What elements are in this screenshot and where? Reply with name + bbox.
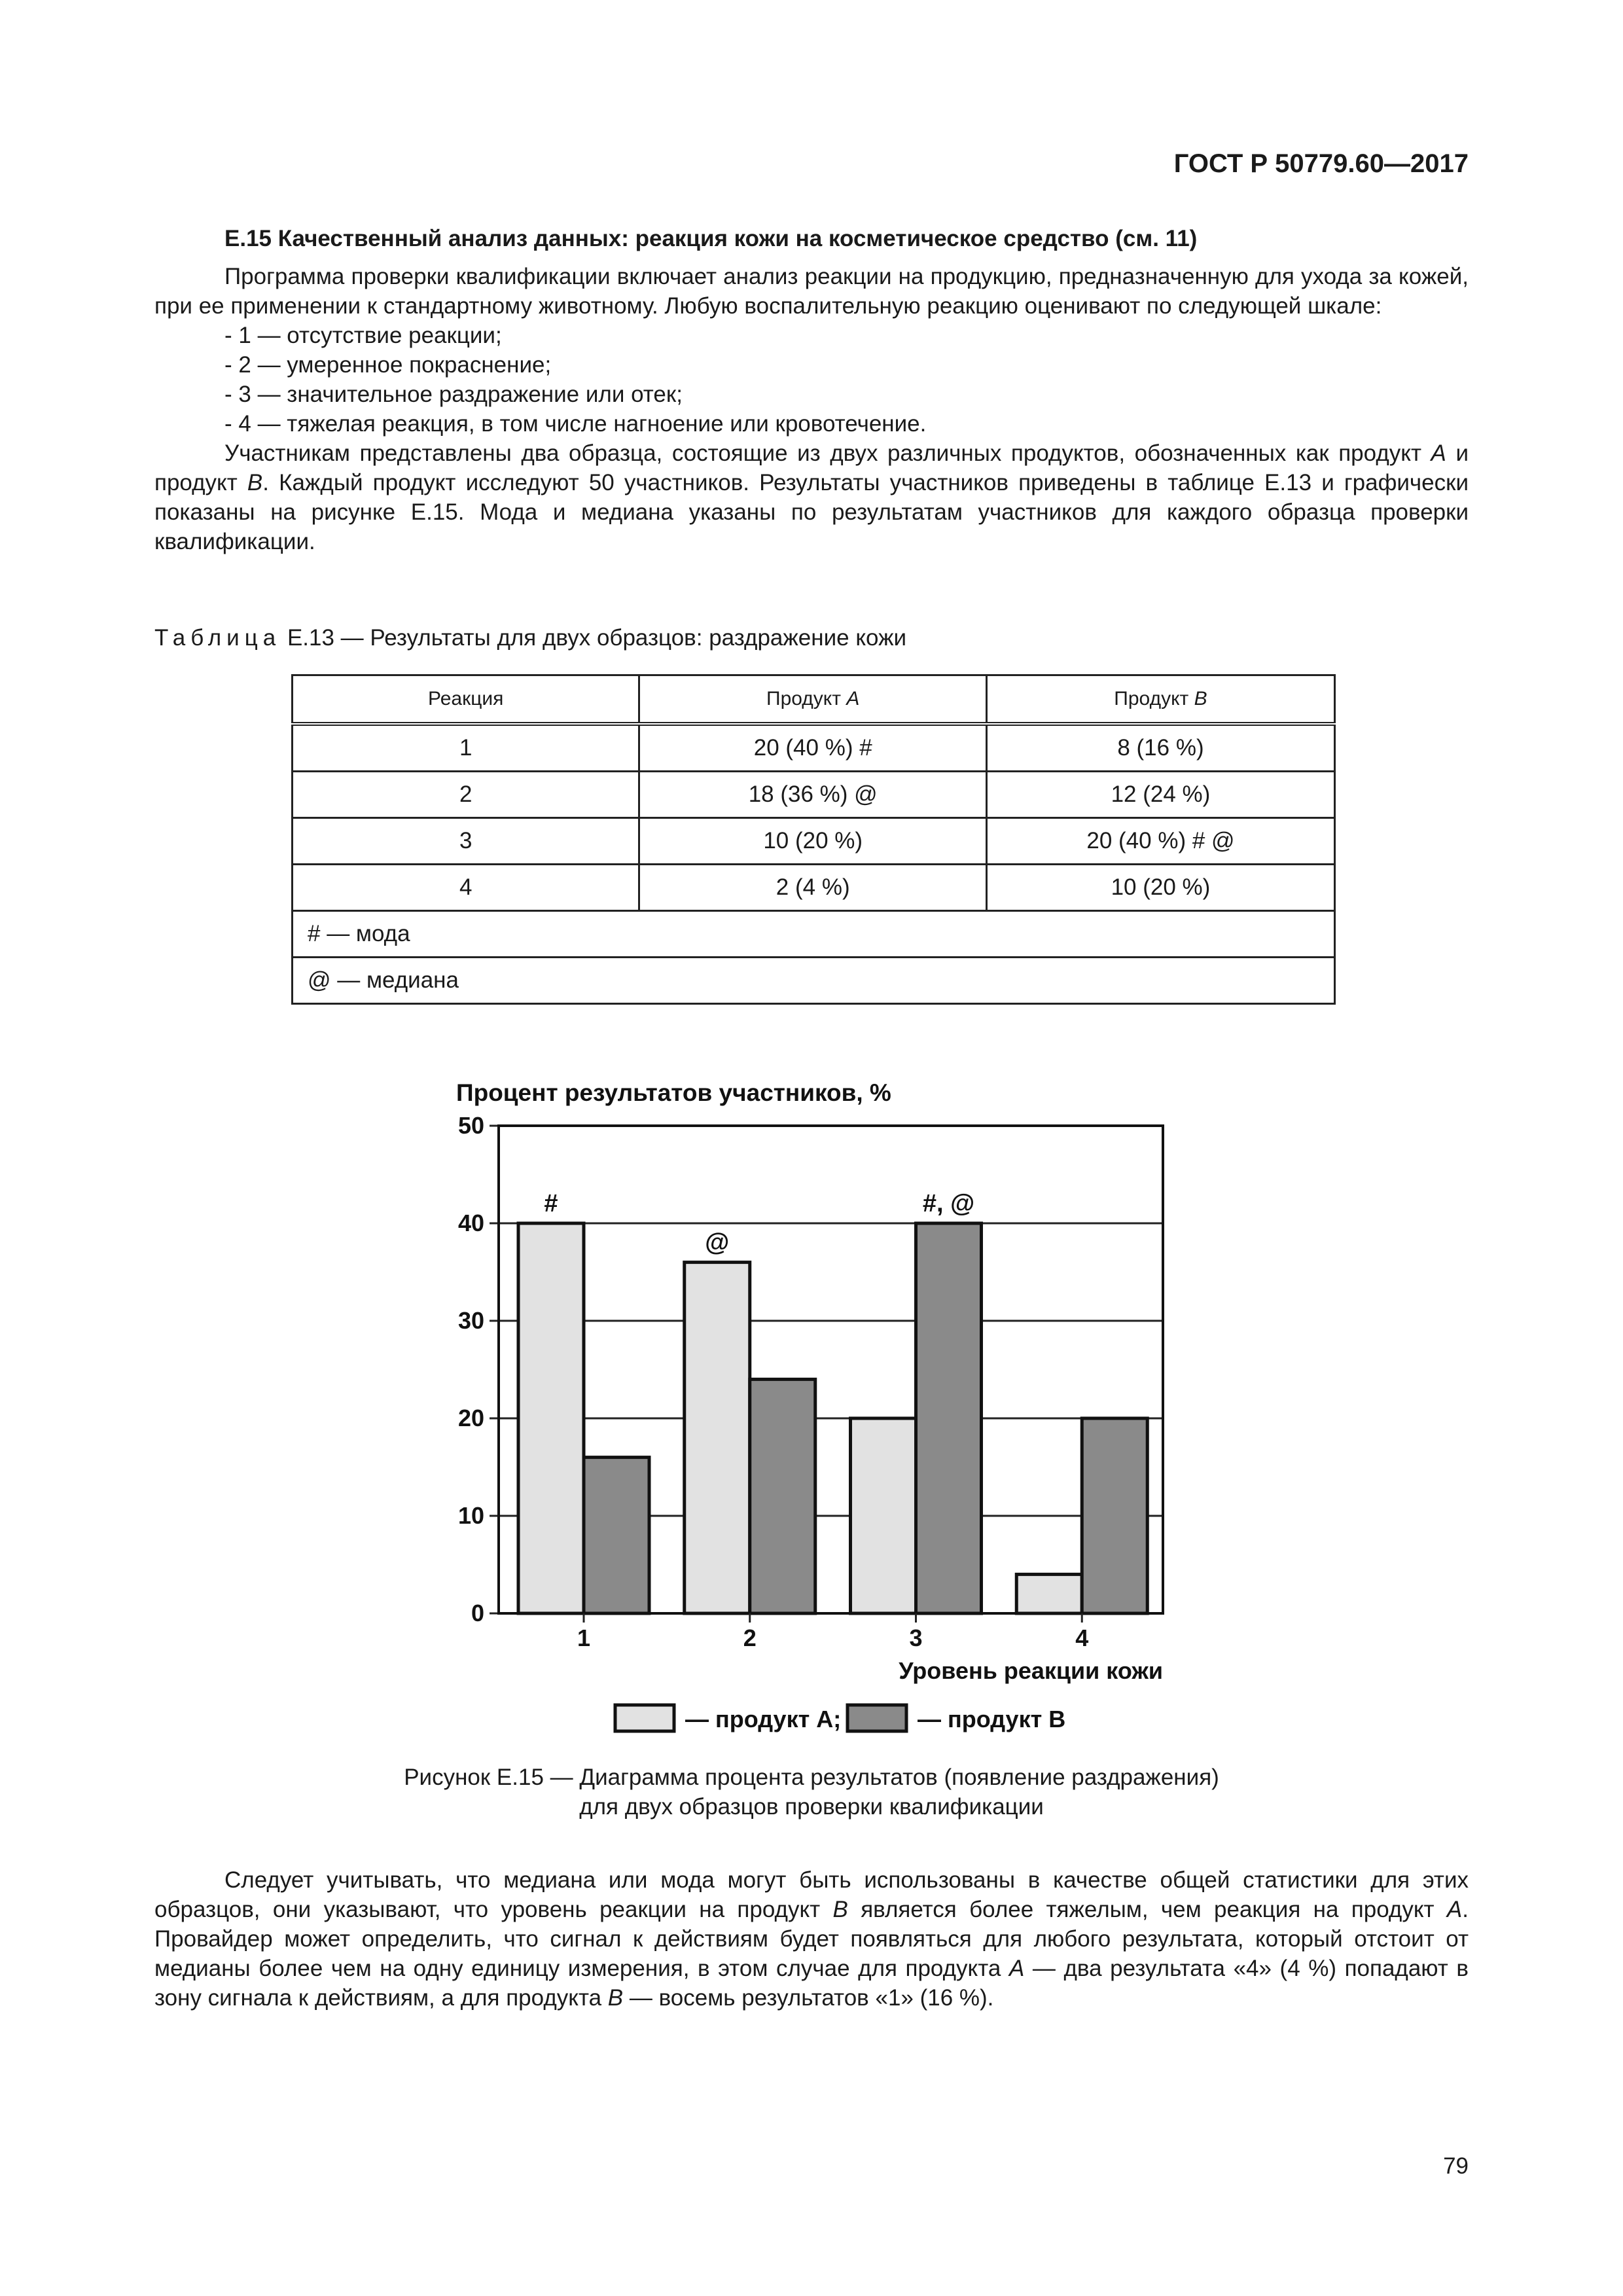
cell-product-a: 2 (4 %) <box>639 865 986 911</box>
legend-label-product-b: — продукт В <box>918 1706 1066 1732</box>
cell-product-b: 20 (40 %) # @ <box>986 818 1334 865</box>
table-header-row <box>293 675 1335 725</box>
cell-reaction: 3 <box>293 818 639 865</box>
note-median: @ — медиана <box>293 958 1335 1004</box>
table-note-row <box>293 911 1335 958</box>
cell-product-a: 20 (40 %) # <box>639 724 986 772</box>
bar-annotation: # <box>544 1190 558 1217</box>
cell-reaction: 4 <box>293 865 639 911</box>
y-tick-label: 50 <box>457 1112 484 1139</box>
table-note-row <box>293 958 1335 1004</box>
cell-product-b: 10 (20 %) <box>986 865 1334 911</box>
x-tick-label: 3 <box>909 1624 923 1651</box>
table-row <box>293 772 1335 818</box>
table-row <box>293 865 1335 911</box>
closing-paragraph: Следует учитывать, что медиана или мода могут быть использованы в качестве общей статистики для этих образцов, они указывают, что уровень реакции на продукт В является более тяжелым, чем реакция на продукт А. Провайдер может определить, что сигнал к действиям будет появляться для любого результата, который отстоит от медианы более чем на одну единицу измерения, в этом случае для продукта А — два результата «4» (4 %) попадают в зону сигнала к действиям, а для продукта В — восемь результатов «1» (16 %). <box>154 1867 1469 2011</box>
table-row <box>293 724 1335 772</box>
bar-chart <box>0 1073 1623 1754</box>
header-reaction: Реакция <box>293 675 639 725</box>
bar-annotation: #, @ <box>922 1190 975 1217</box>
x-axis-label: Уровень реакции кожи <box>899 1657 1163 1684</box>
cell-reaction: 1 <box>293 724 639 772</box>
document-header: ГОСТ Р 50779.60—2017 <box>1173 149 1469 178</box>
y-tick-label: 20 <box>457 1405 484 1431</box>
y-tick-label: 30 <box>457 1307 484 1334</box>
legend-swatch-product-a <box>615 1705 674 1731</box>
cell-product-b: 12 (24 %) <box>986 772 1334 818</box>
bar-product-b-1 <box>584 1458 649 1613</box>
scale-item-2: - 2 — умеренное покраснение; <box>224 352 552 378</box>
y-tick-label: 0 <box>471 1600 484 1626</box>
y-tick-label: 40 <box>457 1210 484 1236</box>
cell-product-a: 18 (36 %) @ <box>639 772 986 818</box>
table-row <box>293 818 1335 865</box>
table-caption: Таблица Е.13 — Результаты для двух образцов: раздражение кожи <box>154 625 907 651</box>
bar-product-a-2 <box>685 1263 750 1613</box>
scale-item-1: - 1 — отсутствие реакции; <box>224 323 502 348</box>
x-tick-label: 1 <box>577 1624 591 1651</box>
y-tick-label: 10 <box>457 1502 484 1529</box>
page-number: 79 <box>1443 2153 1469 2179</box>
x-tick-label: 2 <box>743 1624 757 1651</box>
bar-product-a-4 <box>1016 1574 1082 1613</box>
chart-title: Процент результатов участников, % <box>456 1079 891 1106</box>
intro-paragraph: Программа проверки квалификации включает анализ реакции на продукцию, предназначенную для ухода за кожей, при ее применении к стандартному животному. Любую воспалительную реакцию оценивают по следующей шкале: <box>154 264 1469 319</box>
cell-reaction: 2 <box>293 772 639 818</box>
bar-product-b-3 <box>916 1223 982 1613</box>
cell-product-a: 10 (20 %) <box>639 818 986 865</box>
section-title: Е.15 Качественный анализ данных: реакция кожи на косметическое средство (см. 11) <box>224 226 1198 251</box>
figure-caption-line-2: для двух образцов проверки квалификации <box>579 1794 1044 1820</box>
figure-caption-line-1: Рисунок Е.15 — Диаграмма процента результатов (появление раздражения) <box>404 1765 1219 1790</box>
legend-swatch-product-b <box>847 1705 906 1731</box>
header-product-a: Продукт А <box>639 675 986 725</box>
figure-caption <box>0 1763 1623 1821</box>
bar-product-b-2 <box>750 1379 815 1613</box>
scale-item-4: - 4 — тяжелая реакция, в том числе нагноение или кровотечение. <box>224 411 927 437</box>
note-mode: # — мода <box>293 911 1335 958</box>
results-table <box>291 674 1336 1005</box>
legend-label-product-a: — продукт А; <box>685 1706 842 1732</box>
x-tick-label: 4 <box>1075 1624 1089 1651</box>
samples-paragraph: Участникам представлены два образца, состоящие из двух различных продуктов, обозначенных как продукт А и продукт В. Каждый продукт исследуют 50 участников. Результаты участников приведены в таблице Е.13 и графически показаны на рисунке Е.15. Мода и медиана указаны по результатам участников для каждого образца проверки квалификации. <box>154 440 1469 554</box>
bar-product-b-4 <box>1082 1418 1147 1613</box>
bar-product-a-3 <box>851 1418 916 1613</box>
cell-product-b: 8 (16 %) <box>986 724 1334 772</box>
bar-product-a-1 <box>518 1223 584 1613</box>
intro-block <box>154 262 1469 556</box>
scale-item-3: - 3 — значительное раздражение или отек; <box>224 382 683 407</box>
bar-annotation: @ <box>705 1229 730 1257</box>
header-product-b: Продукт В <box>986 675 1334 725</box>
